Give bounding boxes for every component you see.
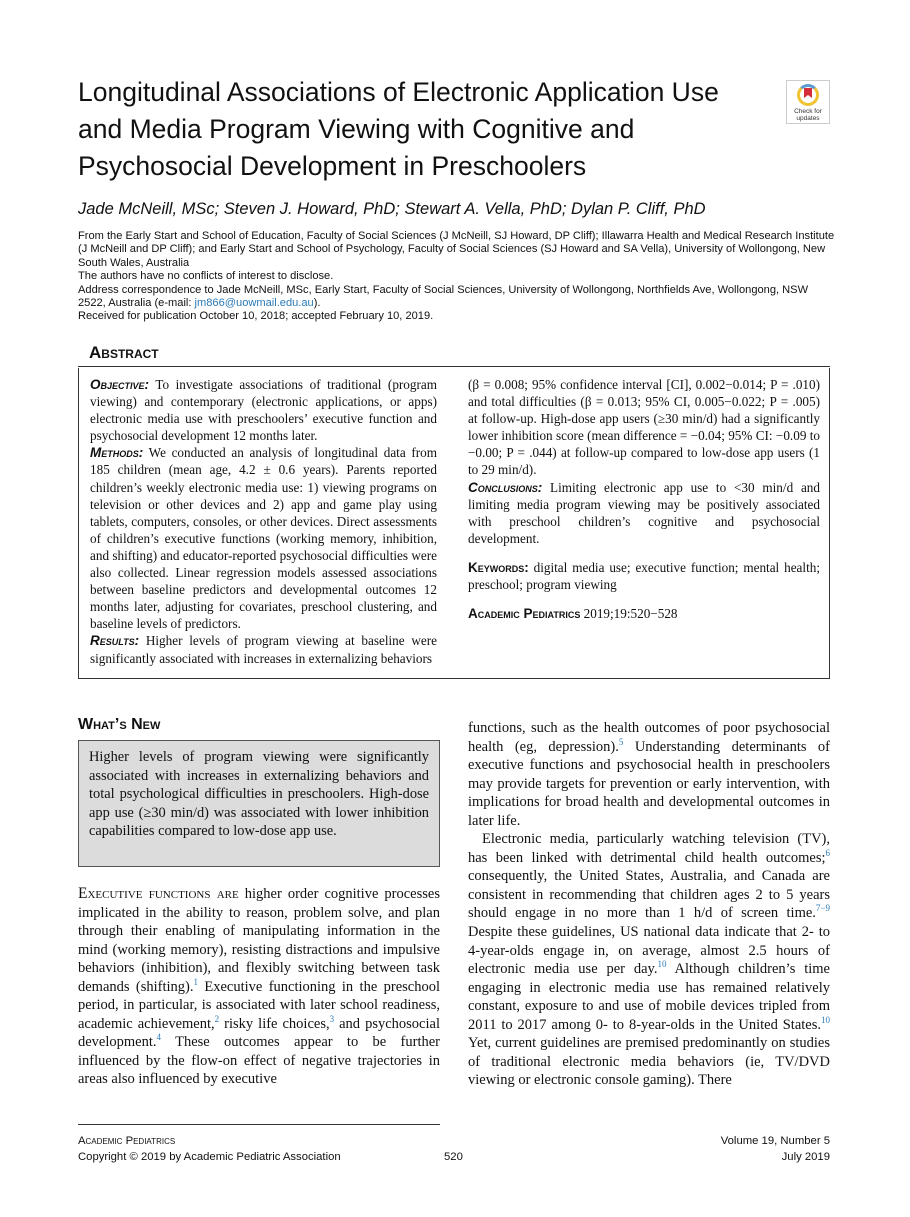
abstract-box bbox=[78, 368, 830, 679]
conflicts-statement: The authors have no conflicts of interest to disclose. bbox=[78, 270, 334, 283]
lead-in-text: Executive functions are bbox=[78, 885, 239, 902]
citation-ref[interactable]: 5 bbox=[618, 736, 624, 747]
divider bbox=[78, 366, 830, 367]
text: Executive functioning in the preschool period, in particular, is associated with later school readiness, academic achievement, bbox=[78, 978, 440, 1032]
abstract-conclusions bbox=[468, 479, 820, 547]
text: consequently, the United States, Australia, and Canada are consistent in recommending that children ages 2 to 5 years should engage in no more than 1 h/d of screen time. bbox=[468, 868, 830, 922]
citation-ref[interactable]: 10 bbox=[821, 1014, 830, 1025]
text: Understanding determinants of executive functions and psychosocial health in preschoolers may provide targets for prevention or early intervention, with implications for broad health and developmental outcomes in later life. bbox=[468, 738, 830, 829]
badge-text: updates bbox=[796, 115, 820, 122]
citation-ref[interactable]: 3 bbox=[329, 1014, 335, 1024]
affiliations bbox=[78, 230, 838, 324]
section-text: Higher levels of program viewing at baseline were significantly associated with increases in externalizing behaviors bbox=[90, 633, 437, 666]
section-label: Keywords: bbox=[468, 559, 529, 575]
paragraph bbox=[78, 885, 440, 1089]
email-link[interactable]: jm866@uowmail.edu.au bbox=[194, 297, 314, 310]
section-label: Objective: bbox=[90, 377, 150, 392]
footer-left bbox=[78, 1133, 341, 1165]
address-text: ). bbox=[313, 297, 321, 310]
body-left-column bbox=[78, 885, 440, 1089]
journal-citation bbox=[468, 605, 820, 622]
text: Although children’s time engaging in electronic media use has remained relatively constant, exposure to and use of mobile devices tripled from 2011 to 2017 among 0- to 8-year-olds in the United States. bbox=[468, 961, 830, 1033]
text: and psychosocial development. bbox=[78, 1015, 440, 1051]
citation-ref[interactable]: 10 bbox=[657, 959, 667, 970]
section-label: Results: bbox=[90, 633, 140, 649]
bookmark-icon bbox=[797, 84, 819, 106]
whats-new-heading: What’s New bbox=[78, 716, 161, 733]
footer-journal: Academic Pediatrics bbox=[78, 1135, 176, 1147]
text: Yet, current guidelines are premised predominantly on studies of traditional electronic media behaviors (ie, TV/DVD viewing or electronic console gaming). There bbox=[468, 1035, 830, 1089]
footer-date: July 2019 bbox=[781, 1151, 830, 1163]
section-text: digital media use; executive function; mental health; preschool; program viewing bbox=[468, 559, 820, 593]
body-right-column bbox=[468, 719, 830, 1090]
abstract-results-cont: (β = 0.008; 95% confidence interval [CI], 0.002−0.014; P = .010) and total difficulties (β = 0.013; 95% CI, 0.005−0.022; P = .005) at follow-up. High-dose app users (≥30 min/d) had a significantly lower inhibition score (mean difference = −0.04; 95% CI: −0.09 to −0.00; P = .044) at follow-up compared to low-dose app users (1 to 29 min/d). bbox=[468, 377, 820, 478]
paragraph bbox=[468, 719, 830, 830]
section-label: Methods: bbox=[90, 445, 144, 461]
page-number: 520 bbox=[444, 1151, 463, 1163]
abstract-left-column bbox=[90, 376, 437, 667]
footer-divider bbox=[78, 1124, 440, 1125]
check-for-updates-badge[interactable] bbox=[786, 80, 830, 124]
received-dates: Received for publication October 10, 2018; accepted February 10, 2019. bbox=[78, 310, 434, 323]
text: Despite these guidelines, US national data indicate that 2- to 4-year-olds engage in, on average, almost 2.5 hours of electronic media use per day. bbox=[468, 924, 830, 978]
citation-ref[interactable]: 1 bbox=[193, 976, 198, 987]
paragraph bbox=[468, 830, 830, 1090]
journal-name: Academic Pediatrics bbox=[468, 606, 581, 622]
text: higher order cognitive processes implicated in the ability to reason, problem solve, and plan through their enabling of manipulating information in the mind (working memory), resisting distractions and impulsive behaviors (inhibition), and flexibly switching between task demands (shifting). bbox=[78, 886, 440, 995]
abstract-results bbox=[90, 632, 437, 666]
section-label: Conclusions: bbox=[468, 479, 543, 495]
section-text: To investigate associations of traditional (program viewing) and contemporary (electronic applications, or apps) electronic media use with preschoolers’ executive function and psychosocial development 12 months later. bbox=[90, 377, 437, 444]
citation-ref[interactable]: 6 bbox=[825, 848, 830, 858]
footer-volume: Volume 19, Number 5 bbox=[720, 1135, 830, 1147]
citation-ref[interactable]: 7−9 bbox=[815, 903, 830, 914]
abstract-heading: Abstract bbox=[89, 343, 159, 362]
abstract-right-column bbox=[468, 376, 820, 622]
text: Electronic media, particularly watching television (TV), has been linked with detrimental child health outcomes; bbox=[468, 831, 830, 866]
whats-new-box: Higher levels of program viewing were significantly associated with increases in externalizing behaviors and total psychological difficulties in preschoolers. High-dose app use (≥30 min/d) was associated with lower inhibition capabilities compared to low-dose app use. bbox=[78, 740, 440, 867]
text: functions, such as the health outcomes of poor psychosocial health (eg, depression). bbox=[468, 720, 830, 755]
citation-ref[interactable]: 4 bbox=[156, 1032, 162, 1043]
badge-text: Check for bbox=[794, 108, 822, 115]
address-text: Address correspondence to Jade McNeill, MSc, Early Start, Faculty of Social Sciences, University of Wollongong, Northfields Ave, Wollongong, NSW 2522, Australia (e-mail: bbox=[78, 283, 809, 310]
footer-right bbox=[721, 1133, 830, 1165]
affiliation-text: From the Early Start and School of Education, Faculty of Social Sciences (J McNeill, SJ Howard, DP Cliff); Illawarra Health and Medical Research Institute (J McNeill and DP Cliff); and Early Start and School of Psychology, Faculty of Social Sciences (SJ Howard and SA Vella), University of Wollongong, New South Wales, Australia bbox=[78, 230, 835, 269]
abstract-objective bbox=[90, 376, 437, 444]
citation-ref[interactable]: 2 bbox=[214, 1014, 220, 1024]
footer-copyright: Copyright © 2019 by Academic Pediatric Association bbox=[78, 1151, 341, 1163]
correspondence-address bbox=[78, 284, 838, 311]
citation-text: 2019;19:520−528 bbox=[580, 606, 678, 622]
text: risky life choices, bbox=[219, 1015, 330, 1032]
abstract-methods bbox=[90, 444, 437, 632]
section-text: We conducted an analysis of longitudinal data from 185 children (mean age, 4.2 ± 0.6 years). Parents reported children’s weekly electronic media use: 1) viewing programs on television or other devices and 2) app and game play using tablets, computers, consoles, or other devices. Direct assessments of children’s executive functions (working memory, inhibition, and shifting) and educator-reported psychosocial difficulties were also collected. Linear regression models assessed associations between baseline predictors and developmental outcomes 12 months later, adjusting for covariates, preschool clustering, and baseline levels of predictors. bbox=[90, 445, 437, 632]
abstract-keywords bbox=[468, 559, 820, 593]
article-title: Longitudinal Associations of Electronic Application Use and Media Program Viewing with Cognitive and Psychosocial Development in Preschoolers bbox=[78, 77, 719, 181]
section-text: Limiting electronic app use to <30 min/d and limiting media program viewing may be positively associated with preschool children’s cognitive and psychosocial development. bbox=[468, 479, 820, 546]
text: These outcomes appear to be further influenced by the flow-on effect of negative trajectories in areas also influenced by executive bbox=[78, 1034, 440, 1088]
author-list: Jade McNeill, MSc; Steven J. Howard, PhD; Stewart A. Vella, PhD; Dylan P. Cliff, PhD bbox=[78, 200, 706, 218]
